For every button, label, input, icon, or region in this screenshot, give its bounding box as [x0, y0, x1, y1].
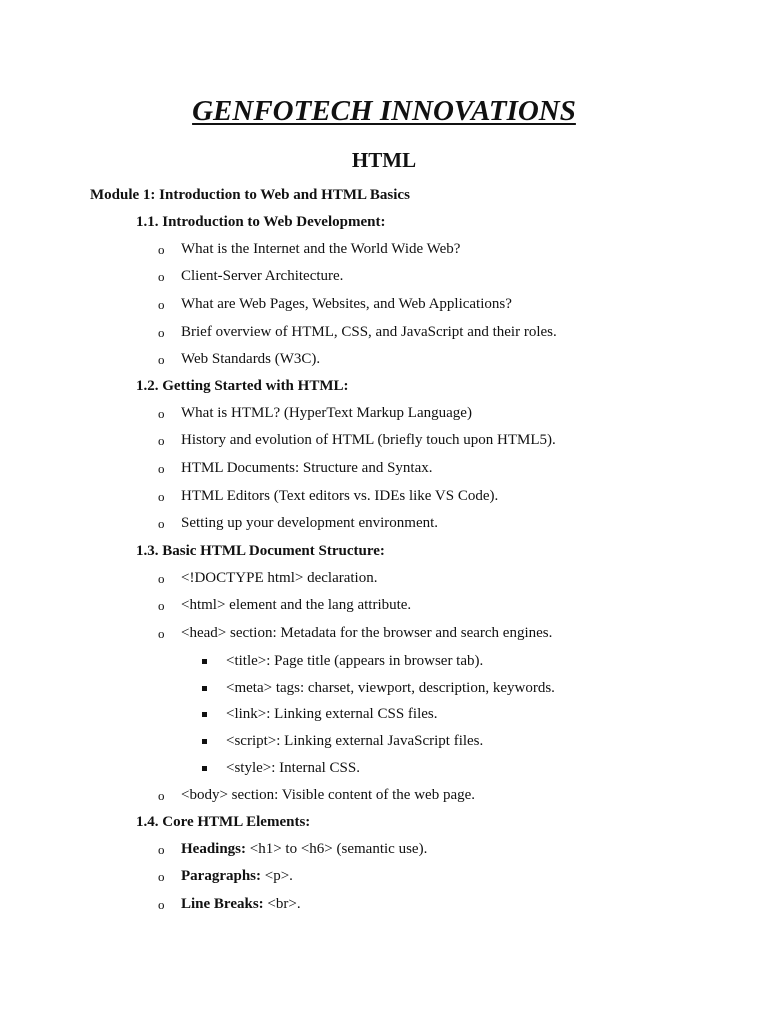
- item-text: <p>.: [261, 868, 293, 884]
- list-item: What are Web Pages, Websites, and Web Applications?: [181, 296, 512, 312]
- item-text: <br>.: [263, 896, 301, 912]
- list-item: Client-Server Architecture.: [181, 268, 344, 284]
- list-item: [181, 839, 427, 859]
- document-title: GENFOTECH INNOVATIONS: [192, 95, 576, 127]
- list-item: What is HTML? (HyperText Markup Language): [181, 405, 472, 421]
- sub-list-item: <title>: Page title (appears in browser tab).: [226, 653, 484, 669]
- bullet-marker: o: [158, 788, 165, 803]
- bullet-marker: o: [158, 242, 165, 257]
- list-item: <body> section: Visible content of the web page.: [181, 787, 476, 803]
- document-subtitle: HTML: [351, 148, 417, 172]
- section-heading: 1.2. Getting Started with HTML:: [136, 378, 349, 394]
- sub-list-item: <script>: Linking external JavaScript files.: [226, 733, 484, 749]
- bullet-marker: o: [158, 406, 165, 421]
- item-label: Headings:: [181, 841, 247, 857]
- list-item: What is the Internet and the World Wide Web?: [181, 241, 461, 257]
- list-item: History and evolution of HTML (briefly touch upon HTML5).: [181, 432, 556, 448]
- bullet-marker: o: [158, 489, 165, 504]
- bullet-marker: o: [158, 297, 165, 312]
- sub-list-item: <link>: Linking external CSS files.: [226, 706, 438, 722]
- item-label: Paragraphs:: [181, 868, 261, 884]
- list-item: [181, 894, 301, 914]
- bullet-marker: o: [158, 869, 165, 884]
- module-heading: Module 1: Introduction to Web and HTML Basics: [90, 187, 410, 203]
- list-item: HTML Editors (Text editors vs. IDEs like VS Code).: [181, 488, 499, 504]
- square-bullet-icon: [202, 739, 207, 744]
- bullet-marker: o: [158, 626, 165, 641]
- bullet-marker: o: [158, 269, 165, 284]
- section-heading: 1.4. Core HTML Elements:: [136, 814, 311, 830]
- bullet-marker: o: [158, 571, 165, 586]
- bullet-marker: o: [158, 842, 165, 857]
- bullet-marker: o: [158, 516, 165, 531]
- sub-list-item: <meta> tags: charset, viewport, description, keywords.: [226, 680, 555, 696]
- list-item: HTML Documents: Structure and Syntax.: [181, 460, 433, 476]
- list-item: [181, 866, 293, 886]
- section-heading: 1.3. Basic HTML Document Structure:: [136, 543, 385, 559]
- bullet-marker: o: [158, 897, 165, 912]
- sub-list-item: <style>: Internal CSS.: [226, 760, 360, 776]
- bullet-marker: o: [158, 352, 165, 367]
- bullet-marker: o: [158, 598, 165, 613]
- list-item: Brief overview of HTML, CSS, and JavaScript and their roles.: [181, 324, 557, 340]
- bullet-marker: o: [158, 433, 165, 448]
- square-bullet-icon: [202, 712, 207, 717]
- item-label: Line Breaks:: [181, 896, 264, 912]
- list-item: <head> section: Metadata for the browser and search engines.: [181, 625, 553, 641]
- item-text: <h1> to <h6> (semantic use).: [246, 841, 428, 857]
- square-bullet-icon: [202, 686, 207, 691]
- square-bullet-icon: [202, 766, 207, 771]
- section-heading: 1.1. Introduction to Web Development:: [136, 214, 386, 230]
- list-item: Web Standards (W3C).: [181, 351, 321, 367]
- list-item: <!DOCTYPE html> declaration.: [181, 570, 378, 586]
- list-item: Setting up your development environment.: [181, 515, 439, 531]
- bullet-marker: o: [158, 461, 165, 476]
- list-item: <html> element and the lang attribute.: [181, 597, 412, 613]
- square-bullet-icon: [202, 659, 207, 664]
- bullet-marker: o: [158, 325, 165, 340]
